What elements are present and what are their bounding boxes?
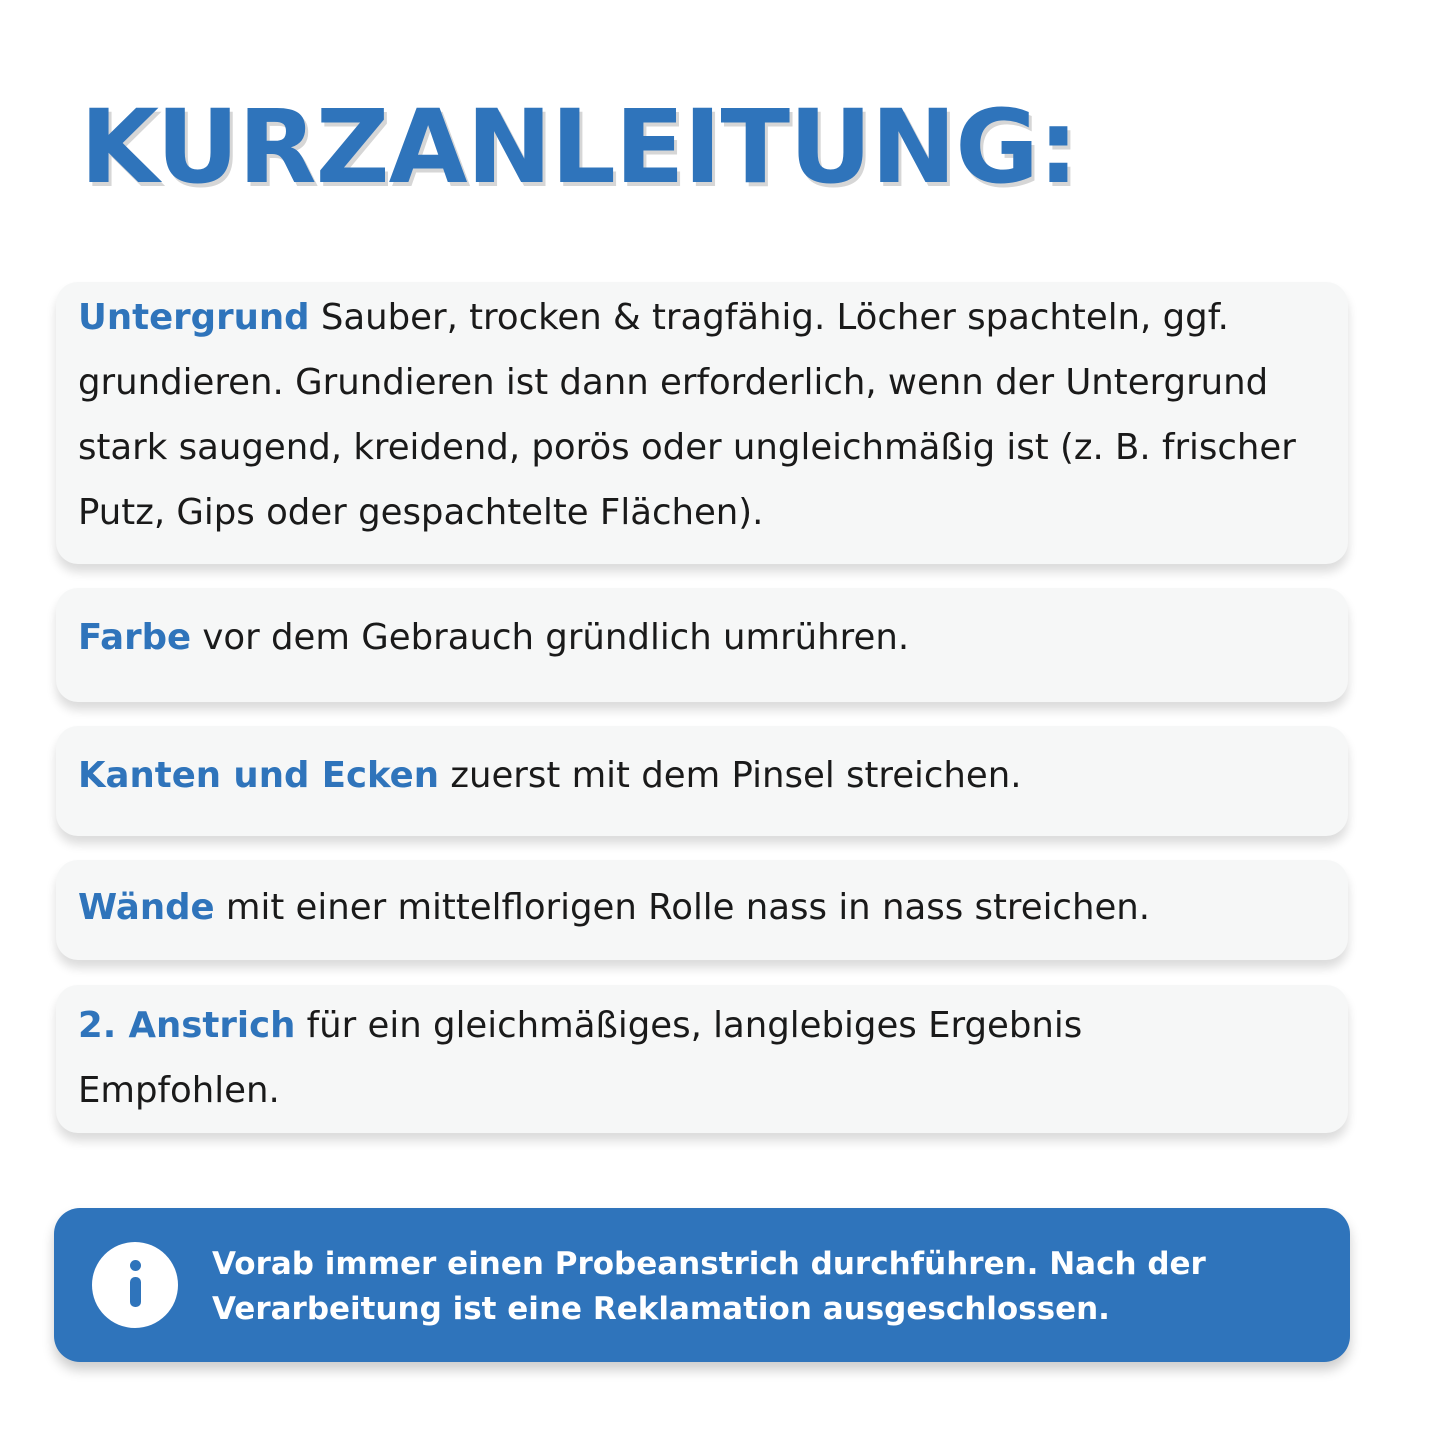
step-label: Untergrund [78, 297, 310, 338]
step-text: zuerst mit dem Pinsel streichen. [439, 755, 1022, 796]
step-label: Kanten und Ecken [78, 755, 440, 796]
step-card-anstrich [56, 985, 1348, 1133]
step-text: Sauber, trocken & tragfähig. Löcher spachteln, ggf. grundieren. Grundieren ist dann erforderlich, wenn der Untergrund stark saugend, kreidend, porös oder ungleichmäßig ist (z. B. frischer Putz, Gips oder gespachtelte Flächen). [78, 297, 1296, 533]
info-icon [92, 1242, 178, 1328]
step-card-farbe [56, 588, 1348, 702]
step-label: Farbe [78, 617, 192, 658]
info-note-text: Vorab immer einen Probeanstrich durchführen. Nach der Verarbeitung ist eine Reklamation ausgeschlossen. [212, 1246, 1206, 1327]
step-label: 2. Anstrich [78, 1005, 296, 1046]
step-card-untergrund [56, 282, 1348, 564]
info-note [54, 1208, 1350, 1362]
step-card-waende [56, 860, 1348, 960]
step-text: mit einer mittelflorigen Rolle nass in nass streichen. [214, 887, 1151, 928]
step-text: für ein gleichmäßiges, langlebiges Ergebnis Empfohlen. [78, 1005, 1083, 1111]
step-label: Wände [78, 887, 215, 928]
step-text: vor dem Gebrauch gründlich umrühren. [191, 617, 910, 658]
step-card-kanten [56, 726, 1348, 836]
page-title: KURZANLEITUNG: [80, 88, 1078, 207]
